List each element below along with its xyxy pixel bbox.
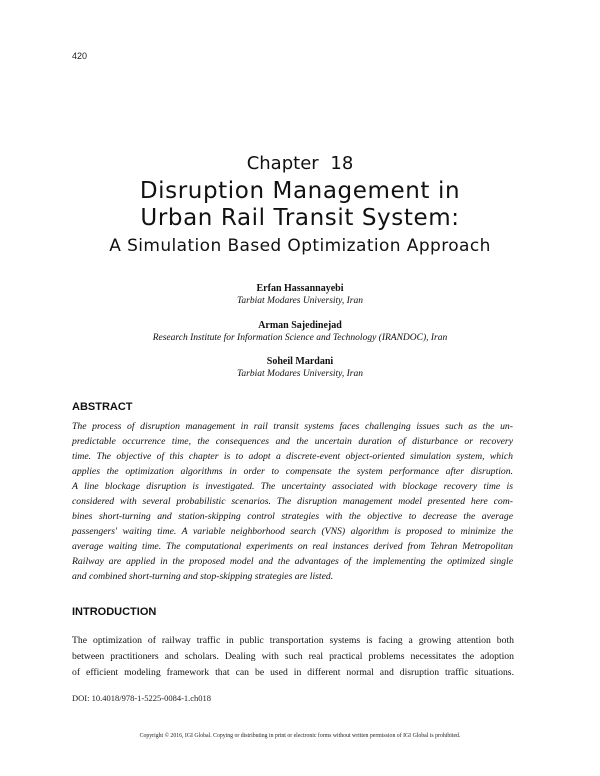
intro-line: of efficient modeling framework that can be used in different normal and disruption traffic situations.: [72, 667, 514, 678]
abstract-line: A line blockage disruption is investigated. The uncertainty associated with blockage recovery time is: [72, 481, 513, 492]
intro-line: between practitioners and scholars. Dealing with such real practical problems necessitates the adoption: [72, 651, 514, 662]
chapter-label: Chapter 18: [246, 153, 354, 174]
abstract-line: and combined short-turning and stop-skipping strategies are listed.: [72, 571, 334, 582]
author-name: Arman Sajedinejad: [258, 320, 342, 331]
author-name: Soheil Mardani: [266, 356, 334, 367]
abstract-line: passengers' waiting time. A variable neighborhood search (VNS) algorithm is proposed to minimize the: [72, 526, 513, 537]
title-line-1: Disruption Management in: [139, 178, 461, 204]
abstract-line: considered with several probabilistic scenarios. The disruption management model presented here com-: [72, 496, 513, 507]
abstract-line: bines short-turning and station-skipping control strategies with the objective to decrease the average: [72, 511, 513, 522]
abstract-line: The process of disruption management in rail transit systems faces challenging issues such as the un-: [72, 421, 513, 432]
author-affiliation: Tarbiat Modares University, Iran: [237, 296, 363, 306]
abstract-line: predictable occurrence time, the consequences and the uncertain duration of disturbance or recovery: [72, 436, 513, 447]
author-affiliation: Tarbiat Modares University, Iran: [237, 369, 363, 379]
copyright-notice: Copyright © 2016, IGI Global. Copying or distributing in print or electronic forms without written permission of IGI Global is prohibited.: [139, 733, 461, 739]
abstract-line: applies the optimization algorithms in order to compensate the system performance after disruption.: [72, 466, 513, 477]
abstract-line: time. The objective of this chapter is to adopt a discrete-event object-oriented simulation system, which: [72, 451, 513, 462]
abstract-line: average waiting time. The computational experiments on real instances derived from Tehran Metropolitan: [72, 541, 513, 552]
subtitle: A Simulation Based Optimization Approach: [109, 236, 491, 256]
title-line-2: Urban Rail Transit System:: [140, 205, 460, 231]
author-affiliation: Research Institute for Information Science and Technology (IRANDOC), Iran: [152, 333, 448, 343]
abstract-line: Railway are applied in the proposed model and the advantages of the implementing the optimized single: [72, 556, 513, 567]
author-name: Erfan Hassannayebi: [256, 283, 344, 294]
doi: DOI: 10.4018/978-1-5225-0084-1.ch018: [72, 693, 212, 703]
intro-line: The optimization of railway traffic in public transportation systems is facing a growing attention both: [72, 635, 514, 646]
abstract-heading: ABSTRACT: [72, 401, 133, 413]
introduction-heading: INTRODUCTION: [72, 606, 157, 618]
page-number: 420: [72, 51, 88, 61]
